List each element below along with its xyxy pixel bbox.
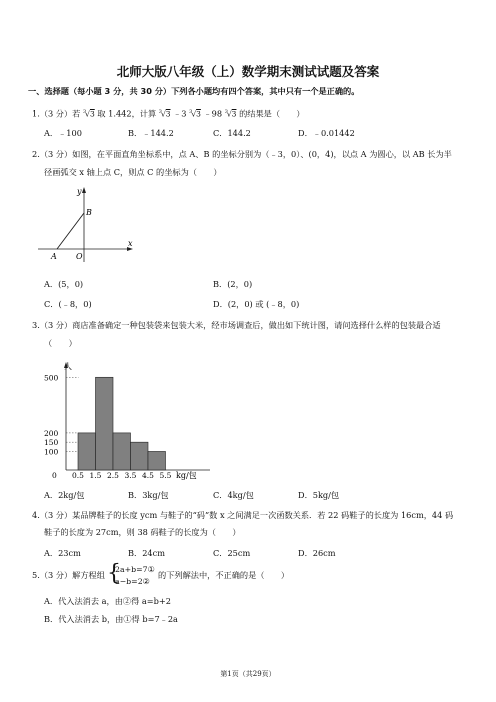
q3-option-d: D．5kg/包 (298, 490, 340, 500)
y-tick-label: 0 (52, 471, 57, 480)
question-2-line-1: 2.（3 分）如图，在平面直角坐标系中，点 A、B 的坐标分别为（﹣3，0）、(0，4)，以点 A 为圆心，以 AB 长为半 (32, 149, 452, 159)
equation-1: 2a+b=7① (115, 565, 155, 574)
question-1 (32, 107, 305, 120)
q1-suffix: 的结果是（ ） (239, 108, 305, 119)
q1-option-c: C．144.2 (213, 128, 251, 138)
root-index: 3 (82, 109, 87, 115)
y-tick-label: 100 (44, 447, 59, 457)
q1-mid1: 取 1.442，计算 (97, 108, 157, 119)
segment-ab (57, 213, 84, 249)
question-4-line-2: 鞋子的长度为 27cm，则 38 码鞋子的长度为（ ） (44, 527, 241, 537)
radicand: 3 (89, 109, 95, 119)
origin-label: O (76, 252, 83, 261)
equation-brace: { (107, 561, 121, 586)
cube-root-3: $^3$√3 (224, 109, 237, 119)
histogram-bar (78, 433, 96, 470)
q2-option-b: B．(2，0) (213, 279, 253, 289)
q1-option-a: A．﹣100 (44, 128, 82, 138)
q1-option-d: D．﹣0.01442 (298, 128, 355, 138)
coordinate-figure (36, 184, 140, 264)
q5-option-b: B．代入法消去 b，由①得 b=7﹣2a (44, 614, 178, 624)
q4-option-d: D．26cm (298, 548, 336, 558)
cube-root-3: $^3$√3 (158, 109, 171, 119)
chart-y-label: 人 (64, 362, 72, 371)
x-tick-label: 0.5 (72, 471, 84, 480)
question-4-line-1: 4.（3 分）某品牌鞋子的长度 ycm 与鞋子的“码”数 x 之间满足一次函数关系．若 22 码鞋子的长度为 16cm，44 码 (32, 510, 454, 520)
question-2-line-2: 径画弧交 x 轴上点 C，则点 C 的坐标为（ ） (44, 167, 222, 177)
root-index: 3 (158, 109, 162, 115)
radicand: 3 (231, 109, 237, 119)
root-index: 3 (224, 109, 228, 115)
chart-x-label: kg/包 (176, 471, 197, 480)
q1-mid3: ﹣98 (203, 108, 223, 119)
equation-2: a−b=2② (115, 577, 150, 586)
q4-option-c: C．25cm (213, 548, 251, 558)
q3-option-c: C．4kg/包 (213, 490, 254, 500)
histogram-bar (148, 451, 166, 470)
cube-root-3: $^3$√3 (82, 109, 95, 119)
q1-mid2: ﹣3 (173, 108, 187, 119)
point-a-label: A (51, 252, 57, 261)
q4-option-b: B．24cm (128, 548, 165, 558)
cube-root-3: $^3$√3 (189, 109, 201, 119)
x-tick-label: 1.5 (89, 471, 102, 480)
q2-option-d: D．(2，0) 或 (﹣8，0) (213, 299, 300, 309)
section-heading: 一、选择题（每小题 3 分，共 30 分）下列各小题均有四个答案，其中只有一个是正确的。 (28, 86, 360, 96)
x-tick-label: 5.5 (159, 471, 172, 480)
histogram-bar (131, 442, 149, 470)
x-tick-label: 2.5 (107, 471, 119, 480)
q3-option-b: B．3kg/包 (128, 490, 169, 500)
histogram-chart (40, 360, 220, 482)
q1-option-b: B．﹣144.2 (128, 128, 174, 138)
y-axis-arrow (82, 187, 86, 193)
x-tick-label: 4.5 (142, 471, 154, 480)
radicand: 3 (165, 109, 171, 119)
q5-option-a: A．代入法消去 a，由②得 a=b+2 (44, 596, 171, 606)
y-axis-label: y (77, 187, 82, 196)
point-b-label: B (86, 208, 92, 217)
y-tick-label: 200 (44, 428, 59, 438)
question-5-suffix: 的下列解法中，不正确的是（ ） (158, 570, 290, 580)
question-3-line-2: （ ） (44, 338, 77, 348)
root-index: 3 (189, 109, 193, 115)
y-tick-label: 500 (44, 373, 59, 383)
y-tick-label: 150 (44, 438, 59, 448)
x-axis-label: x (128, 239, 133, 248)
q4-option-a: A．23cm (44, 548, 81, 558)
page-footer: 第1页（共29页） (220, 670, 276, 678)
q2-option-c: C．(﹣8，0) (44, 299, 92, 309)
x-tick-label: 3.5 (124, 471, 137, 480)
question-3-line-1: 3.（3 分）商店准备确定一种包装袋来包装大米，经市场调查后，做出如下统计图，请问选择什么样的包装最合适 (32, 320, 441, 330)
histogram-bar (96, 377, 114, 470)
q3-option-a: A．2kg/包 (44, 490, 85, 500)
page-title: 北师大版八年级（上）数学期末测试试题及答案 (116, 64, 380, 79)
histogram-bar (113, 433, 131, 470)
radicand: 3 (196, 109, 201, 119)
q2-option-a: A．(5，0) (44, 279, 84, 289)
q1-prefix: 1.（3 分）若 (32, 108, 81, 119)
question-5-prefix: 5.（3 分）解方程组 (32, 570, 105, 580)
